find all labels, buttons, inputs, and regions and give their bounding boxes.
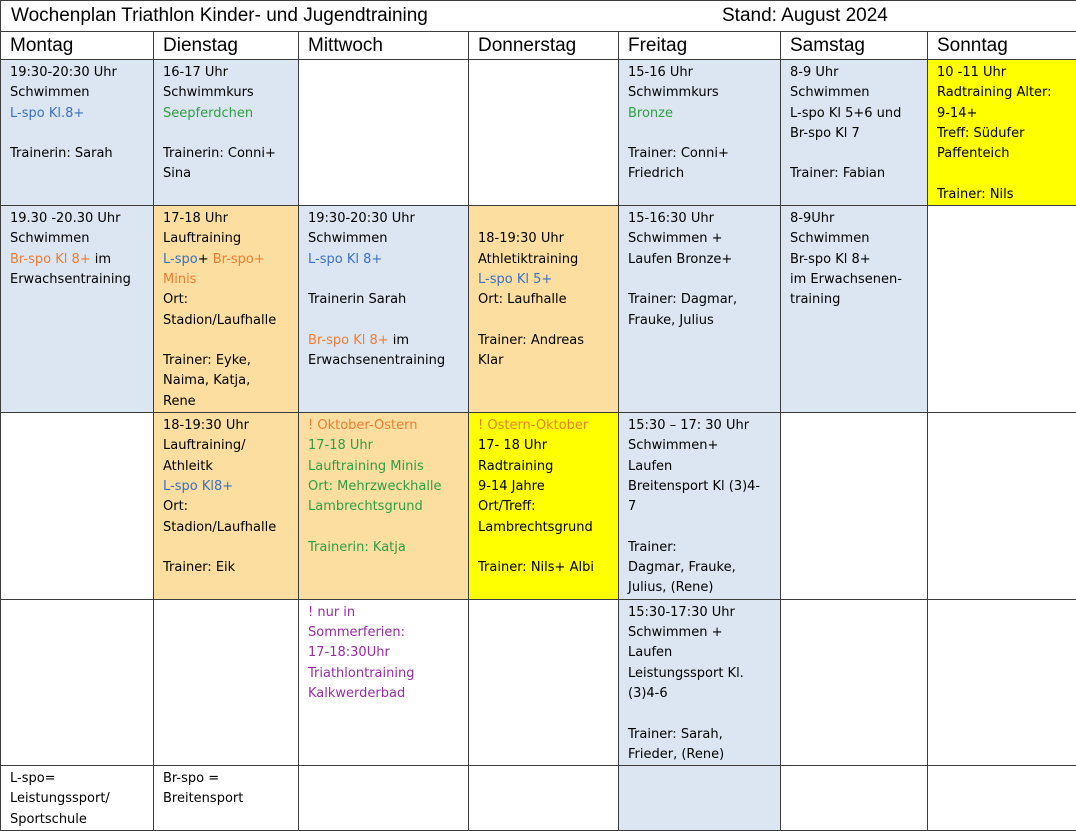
schedule-row [1,206,1076,413]
cell-text: Ort/Treff: [478,499,535,514]
cell-text: Stadion/Laufhalle [163,520,276,535]
schedule-cell-montag [1,206,154,413]
cell-text: Schwimmen [10,85,89,100]
cell-line [10,83,147,103]
schedule-cell-samstag [781,206,928,413]
schedule-cell-samstag [781,60,928,206]
schedule-cell-montag [1,60,154,206]
cell-line [308,290,462,310]
cell-line [478,331,612,351]
cell-text: Leistungssport Kl. [628,666,744,681]
cell-text: 15-16 Uhr [628,65,693,80]
cell-line [628,250,774,270]
cell-text: 17-18:30Uhr [308,645,390,660]
cell-text: Trainer: Conni+ [628,146,729,161]
cell-text: 7 [628,499,636,514]
cell-line [478,436,612,456]
cell-line [163,104,292,124]
cell-line [790,144,921,164]
cell-text: Lauftraining [163,231,241,246]
cell-line [628,144,774,164]
day-header-samstag: Samstag [781,32,928,60]
cell-text: Laufen [628,645,672,660]
schedule-cell-freitag [619,60,781,206]
title-cell [1,1,1076,32]
cell-line [628,684,774,704]
schedule-cell-sonntag [928,413,1076,600]
cell-line [628,477,774,497]
cell-line [478,416,612,436]
cell-text: Trainer: Nils [937,187,1014,202]
cell-text: 9-14 Jahre [478,479,545,494]
cell-line [10,270,147,290]
cell-text: Schwimmen [790,231,869,246]
cell-text: Laufen [628,459,672,474]
schedule-row [1,599,1076,765]
cell-line [10,63,147,83]
schedule-cell-mittwoch [299,60,469,206]
document-title: Wochenplan Triathlon Kinder- und Jugendtraining [11,5,428,27]
cell-line [790,104,921,124]
cell-text: training [790,292,840,307]
cell-text: Trainer: Dagmar, [628,292,737,307]
cell-line [628,164,774,184]
cell-text: 15:30 – 17: 30 Uhr [628,418,749,433]
cell-line [628,603,774,623]
day-header-row [1,32,1076,60]
cell-line [790,209,921,229]
cell-text: (3)4-6 [628,686,668,701]
cell-text: 19:30-20:30 Uhr [308,211,415,226]
cell-line [478,270,612,290]
cell-text: L-spo Kl 8+ [308,252,382,267]
cell-line [10,124,147,144]
schedule-cell-freitag [619,206,781,413]
day-header-sonntag: Sonntag [928,32,1076,60]
cell-line [628,209,774,229]
day-header-donnerstag: Donnerstag [469,32,619,60]
schedule-cell-dienstag [154,766,299,831]
cell-text: + [198,252,213,267]
cell-line [478,229,612,249]
cell-line [628,643,774,663]
cell-text: Trainer: Andreas [478,333,584,348]
schedule-cell-montag [1,766,154,831]
cell-line [163,311,292,331]
cell-text: Treff: Südufer [937,126,1024,141]
cell-text: 15:30-17:30 Uhr [628,605,735,620]
schedule-cell-donnerstag [469,206,619,413]
cell-text: Br-spo Kl 8+ [790,252,871,267]
schedule-cell-freitag [619,766,781,831]
cell-line [790,63,921,83]
cell-text: im [91,252,111,267]
cell-text: Sina [163,166,191,181]
cell-text: Breitensport [163,791,243,806]
cell-text: 9-14+ [937,106,977,121]
cell-line [478,311,612,331]
cell-line [308,497,462,517]
cell-text: Minis [163,272,196,287]
cell-line [308,436,462,456]
cell-line [163,124,292,144]
cell-text: Ort: [163,499,188,514]
cell-line [790,270,921,290]
schedule-row [1,413,1076,600]
cell-line [628,290,774,310]
cell-text: Friedrich [628,166,684,181]
cell-line [10,144,147,164]
cell-line [937,104,1070,124]
cell-line [163,518,292,538]
cell-text: Lambrechtsgrund [308,499,423,514]
cell-line [628,558,774,578]
cell-line [10,810,147,830]
cell-text: Lauftraining/ [163,438,246,453]
schedule-cell-samstag [781,599,928,765]
cell-line [163,371,292,391]
cell-text: im [389,333,409,348]
cell-text: Br-spo = [163,771,219,786]
cell-text: 19.30 -20.30 Uhr [10,211,121,226]
cell-text: 8-9Uhr [790,211,834,226]
cell-line [937,144,1070,164]
cell-line [937,63,1070,83]
cell-line [10,209,147,229]
cell-line [308,229,462,249]
cell-line [163,250,292,270]
cell-text: Ort: Laufhalle [478,292,567,307]
schedule-cell-sonntag [928,60,1076,206]
schedule-cell-samstag [781,766,928,831]
cell-line [163,351,292,371]
cell-line [163,416,292,436]
cell-text: L-spo [163,252,198,267]
cell-line [628,725,774,745]
cell-text: 16-17 Uhr [163,65,228,80]
cell-line [308,250,462,270]
schedule-cell-montag [1,599,154,765]
cell-text: L-spo Kl.8+ [10,106,84,121]
cell-text: Sportschule [10,812,87,827]
cell-text: L-spo Kl 5+6 und [790,106,901,121]
cell-text: Ort: [163,292,188,307]
cell-text: Br-spo Kl 8+ [10,252,91,267]
cell-line [478,457,612,477]
day-header-mittwoch: Mittwoch [299,32,469,60]
cell-text: ! Oktober-Ostern [308,418,417,433]
cell-text: 10 -11 Uhr [937,65,1006,80]
cell-line [163,229,292,249]
cell-text: L-spo= [10,771,56,786]
cell-line [937,164,1070,184]
schedule-cell-freitag [619,599,781,765]
cell-line [163,497,292,517]
cell-line [163,270,292,290]
cell-line [628,538,774,558]
cell-text: Trainerin Sarah [308,292,406,307]
schedule-cell-dienstag [154,413,299,600]
cell-line [628,664,774,684]
cell-line [628,416,774,436]
cell-line [478,518,612,538]
cell-text: ! Ostern-Oktober [478,418,588,433]
cell-text: Schwimmen [790,85,869,100]
schedule-cell-donnerstag [469,599,619,765]
cell-line [937,185,1070,205]
cell-text: Br-spo+ [213,252,265,267]
cell-text: Schwimmkurs [163,85,254,100]
cell-line [628,518,774,538]
cell-text: Trainer: Eik [163,560,235,575]
cell-text: Radtraining [478,459,553,474]
schedule-cell-mittwoch [299,206,469,413]
cell-text: Kalkwerderbad [308,686,405,701]
cell-line [163,83,292,103]
cell-text: Naima, Katja, [163,373,250,388]
cell-text: L-spo Kl8+ [163,479,233,494]
cell-text: Stadion/Laufhalle [163,313,276,328]
cell-line [308,416,462,436]
cell-line [163,209,292,229]
schedule-row [1,766,1076,831]
schedule-cell-montag [1,413,154,600]
cell-line [628,457,774,477]
cell-line [308,477,462,497]
cell-text: Erwachsenentraining [308,353,445,368]
cell-line [163,63,292,83]
cell-line [628,497,774,517]
schedule-cell-freitag [619,413,781,600]
cell-text: Trainerin: Conni+ [163,146,276,161]
cell-text: ! nur in [308,605,355,620]
schedule-cell-sonntag [928,206,1076,413]
cell-line [308,457,462,477]
cell-line [163,477,292,497]
cell-line [628,745,774,765]
cell-line [790,83,921,103]
cell-line [628,623,774,643]
cell-text: Schwimmkurs [628,85,719,100]
cell-line [937,83,1070,103]
cell-text: Schwimmen + [628,625,722,640]
day-header-dienstag: Dienstag [154,32,299,60]
cell-line [10,229,147,249]
cell-line [628,63,774,83]
cell-line [308,603,462,623]
cell-text: Seepferdchen [163,106,253,121]
cell-line [790,250,921,270]
cell-line [308,643,462,663]
cell-line [308,664,462,684]
schedule-cell-mittwoch [299,413,469,600]
cell-text: Athletiktraining [478,252,578,267]
cell-line [163,331,292,351]
cell-line [308,623,462,643]
stand-date: Stand: August 2024 [722,5,888,27]
title-row [1,1,1076,32]
cell-line [10,104,147,124]
cell-text: Julius, (Rene) [628,580,713,595]
cell-text: Athleitk [163,459,213,474]
cell-text: Erwachsentraining [10,272,131,287]
cell-text: Br-spo Kl 8+ [308,333,389,348]
cell-text: Trainer: Eyke, [163,353,251,368]
cell-text: 18-19:30 Uhr [478,231,564,246]
cell-text: Leistungssport/ [10,791,110,806]
cell-line [163,538,292,558]
cell-text: Laufen Bronze+ [628,252,732,267]
cell-line [163,144,292,164]
cell-line [308,518,462,538]
schedule-cell-sonntag [928,599,1076,765]
cell-line [163,392,292,412]
cell-line [163,789,292,809]
cell-line [163,457,292,477]
cell-line [478,497,612,517]
cell-text: Trainer: Nils+ Albi [478,560,594,575]
schedule-cell-donnerstag [469,766,619,831]
cell-line [628,436,774,456]
cell-text: Frieder, (Rene) [628,747,724,762]
schedule-cell-dienstag [154,206,299,413]
schedule-cell-samstag [781,413,928,600]
cell-line [628,229,774,249]
cell-text: Rene [163,394,196,409]
cell-line [628,124,774,144]
cell-line [163,436,292,456]
cell-line [628,104,774,124]
cell-text: 15-16:30 Uhr [628,211,714,226]
cell-text: 18-19:30 Uhr [163,418,249,433]
day-header-montag: Montag [1,32,154,60]
cell-text: Lambrechtsgrund [478,520,593,535]
cell-line [163,769,292,789]
cell-text: Trainer: Sarah, [628,727,723,742]
day-header-freitag: Freitag [619,32,781,60]
cell-line [163,558,292,578]
schedule-cell-donnerstag [469,413,619,600]
cell-line [790,229,921,249]
cell-line [478,558,612,578]
cell-line [790,124,921,144]
cell-text: Schwimmen + [628,231,722,246]
cell-text: Trainer: Fabian [790,166,885,181]
schedule-cell-mittwoch [299,599,469,765]
cell-line [478,290,612,310]
cell-text: Ort: Mehrzweckhalle [308,479,442,494]
schedule-cell-donnerstag [469,60,619,206]
cell-text: Br-spo Kl 7 [790,126,860,141]
cell-text: L-spo Kl 5+ [478,272,552,287]
cell-line [308,538,462,558]
cell-line [790,164,921,184]
schedule-cell-sonntag [928,766,1076,831]
cell-text: Triathlontraining [308,666,414,681]
schedule-row [1,60,1076,206]
cell-line [163,164,292,184]
cell-text: Trainerin: Sarah [10,146,113,161]
cell-line [308,311,462,331]
cell-text: 17- 18 Uhr [478,438,547,453]
cell-text: Trainerin: Katja [308,540,406,555]
cell-text: 17-18 Uhr [308,438,373,453]
cell-text: Klar [478,353,503,368]
cell-text: im Erwachsenen- [790,272,902,287]
cell-text: Schwimmen+ [628,438,718,453]
cell-line [628,83,774,103]
cell-line [478,351,612,371]
cell-line [308,270,462,290]
cell-line [937,124,1070,144]
cell-line [478,209,612,229]
cell-text: Radtraining Alter: [937,85,1052,100]
schedule-cell-mittwoch [299,766,469,831]
cell-line [308,684,462,704]
cell-text: Schwimmen [308,231,387,246]
cell-line [10,789,147,809]
cell-text: Frauke, Julius [628,313,714,328]
cell-text: Schwimmen [10,231,89,246]
cell-text: Trainer: [628,540,677,555]
schedule-cell-dienstag [154,599,299,765]
cell-text: Sommerferien: [308,625,405,640]
cell-line [10,250,147,270]
cell-text: Dagmar, Frauke, [628,560,736,575]
cell-line [628,704,774,724]
cell-line [163,290,292,310]
cell-line [478,538,612,558]
cell-line [628,311,774,331]
cell-line [478,250,612,270]
cell-line [308,331,462,351]
cell-text: 8-9 Uhr [790,65,838,80]
cell-text: Bronze [628,106,673,121]
cell-line [628,578,774,598]
schedule-cell-dienstag [154,60,299,206]
cell-line [790,290,921,310]
cell-text: Breitensport Kl (3)4- [628,479,760,494]
cell-text: 17-18 Uhr [163,211,228,226]
cell-line [478,477,612,497]
cell-text: Lauftraining Minis [308,459,424,474]
cell-line [628,270,774,290]
cell-text: 19:30-20:30 Uhr [10,65,117,80]
cell-line [10,769,147,789]
cell-line [308,209,462,229]
cell-line [308,351,462,371]
cell-text: Paffenteich [937,146,1010,161]
